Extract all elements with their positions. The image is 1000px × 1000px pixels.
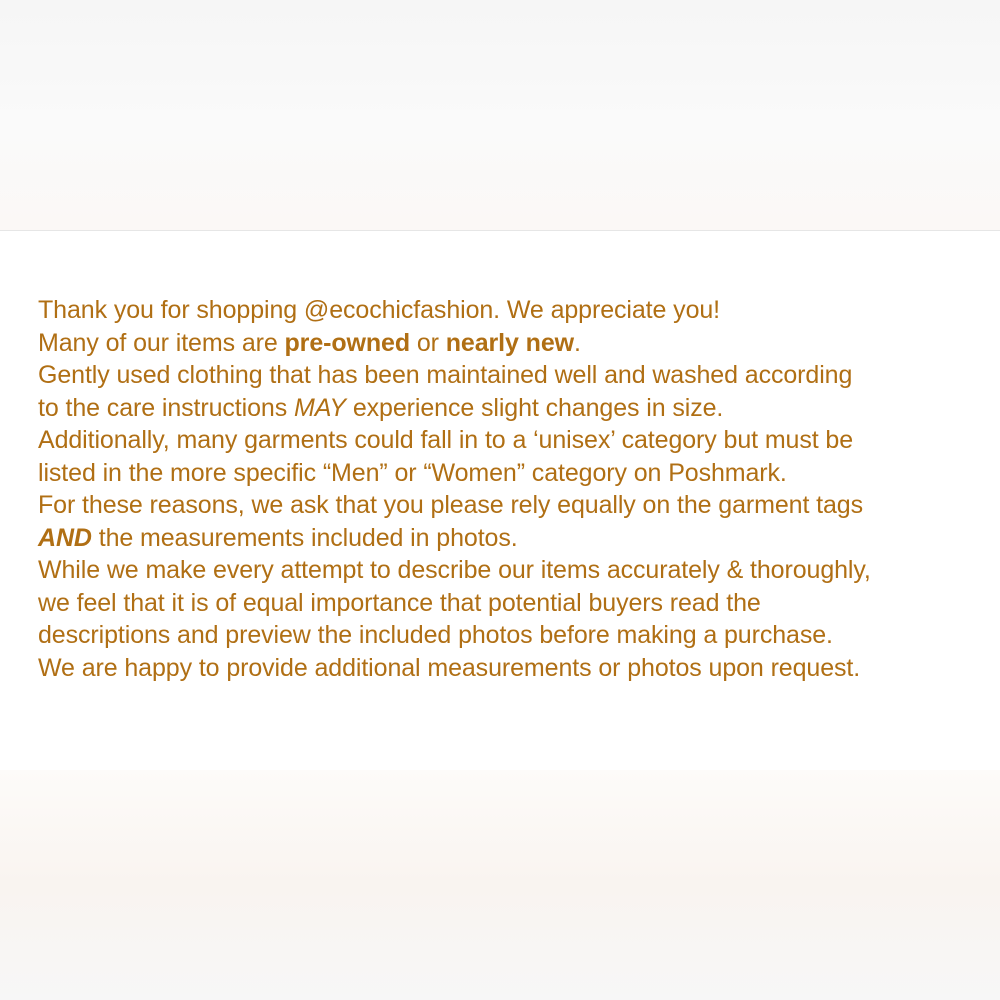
may-emphasis: MAY [293,393,346,422]
line-2-period: . [573,328,581,357]
line-2-text-a: Many of our items are [38,328,285,357]
message-line-10: we feel that it is of equal importance that potential buyers read the [38,588,761,617]
message-line-5: Additionally, many garments could fall in to a ‘unisex’ category but must be [38,426,854,454]
nearly-new-emphasis: nearly new [445,328,574,357]
message-line-3: Gently used clothing that has been maintained well and washed according [38,361,853,389]
line-4-text-c: experience slight changes in size. [346,393,724,422]
pre-owned-emphasis: pre-owned [284,328,411,357]
top-background-band [0,0,1000,231]
message-line-4 [38,392,988,425]
message-line-2 [38,327,988,360]
message-line-12: We are happy to provide additional measurements or photos upon request. [38,653,861,682]
line-4-text-a: to the care instructions [38,393,294,422]
message-line-6: listed in the more specific “Men” or “Women” category on Poshmark. [38,458,787,487]
message-line-1: Thank you for shopping @ecochicfashion. We appreciate you! [38,296,721,324]
line-8-text-b: the measurements included in photos. [91,523,518,552]
message-line-9: While we make every attempt to describe our items accurately & thoroughly, [38,556,871,584]
message-line-8 [38,522,988,555]
shop-policy-message [38,294,988,684]
bottom-background-band [0,770,1000,1000]
message-line-7: For these reasons, we ask that you please rely equally on the garment tags [38,491,864,519]
message-line-11: descriptions and preview the included photos before making a purchase. [38,621,833,649]
line-2-text-c: or [410,328,446,357]
and-emphasis: AND [38,523,92,552]
